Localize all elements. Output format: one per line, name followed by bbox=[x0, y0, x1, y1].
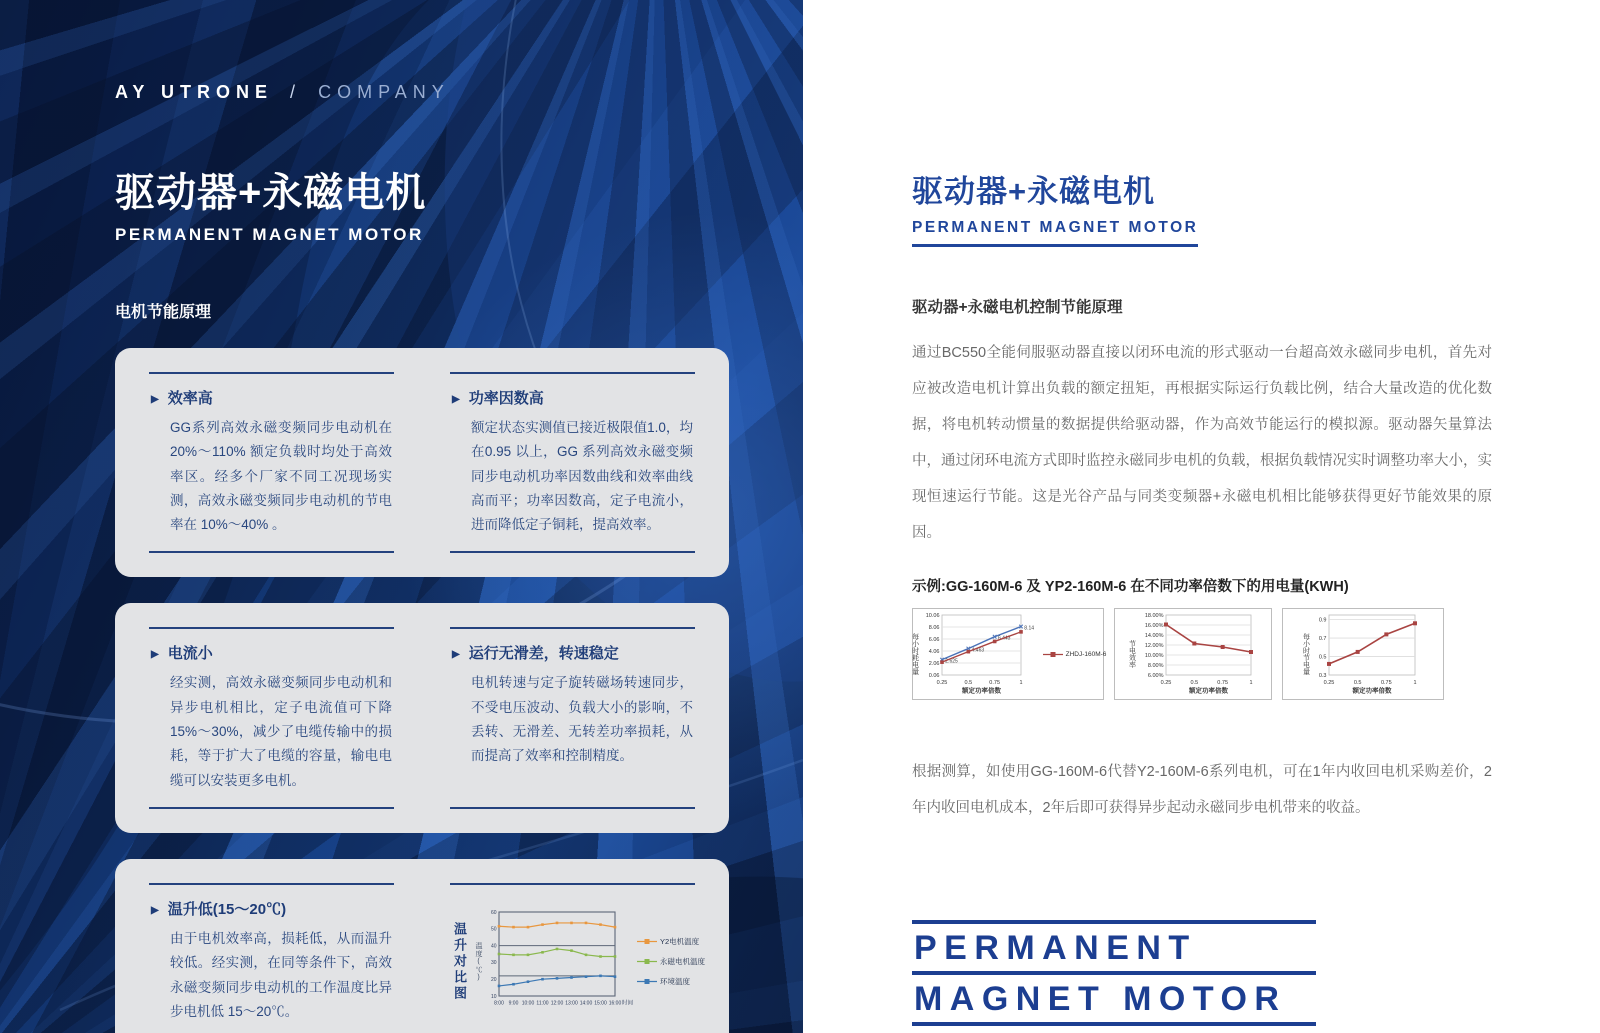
svg-text:0.06: 0.06 bbox=[928, 672, 940, 679]
svg-text:20: 20 bbox=[490, 977, 497, 984]
triangle-bullet-icon: ▶ bbox=[452, 394, 460, 405]
feature-card-2 bbox=[115, 603, 729, 832]
triangle-bullet-icon: ▶ bbox=[452, 649, 460, 661]
left-page-subtitle: PERMANENT MAGNET MOTOR bbox=[115, 225, 424, 244]
chart-box-saving-amount bbox=[1282, 608, 1444, 700]
svg-text:2.06: 2.06 bbox=[928, 660, 940, 667]
svg-text:0.75: 0.75 bbox=[1380, 679, 1392, 686]
feature-body: 额定状态实测值已接近极限值1.0，均在0.95 以上，GG 系列高效永磁变频同步电动机功率因数曲线和效率曲线高而平；功率因数高，定子电流小，进而降低定子铜耗，提高效率。 bbox=[471, 420, 693, 533]
svg-text:10.00%: 10.00% bbox=[1144, 652, 1163, 659]
temp-chart-legend bbox=[637, 936, 705, 987]
svg-text:50: 50 bbox=[490, 926, 497, 933]
svg-text:14:00: 14:00 bbox=[579, 1000, 593, 1007]
temp-compare-chart bbox=[484, 906, 634, 1017]
svg-text:10.06: 10.06 bbox=[925, 612, 940, 619]
svg-text:0.9: 0.9 bbox=[1318, 617, 1326, 624]
temp-chart-title: 温升对比图 bbox=[452, 921, 467, 1002]
legend-marker-icon bbox=[637, 977, 657, 986]
svg-text:0.5: 0.5 bbox=[1190, 679, 1198, 686]
feature-heading: 功率因数高 bbox=[468, 390, 544, 407]
feature-body: 经实测，高效永磁变频同步电动机和异步电机相比，定子电流值可下降 15%～30%，减少了电缆传输中的损耗，等于扩大了电缆的容量，输电电缆可以安装更多电机。 bbox=[170, 675, 392, 788]
feature-body: 电机转速与定子旋转磁场转速同步，不受电压波动、负载大小的影响，不丢转、无滑差、无转差功率损耗，从而提高了效率和控制精度。 bbox=[471, 675, 693, 764]
svg-text:时间: 时间 bbox=[621, 1000, 633, 1007]
triangle-bullet-icon: ▶ bbox=[151, 649, 159, 661]
svg-text:0.75: 0.75 bbox=[1216, 679, 1228, 686]
section-label: 电机节能原理 bbox=[115, 304, 212, 321]
svg-text:0.75: 0.75 bbox=[988, 679, 1000, 686]
permanent-magnet-motor-logo bbox=[912, 920, 1316, 1026]
svg-text:1: 1 bbox=[1248, 679, 1253, 686]
svg-text:0.25: 0.25 bbox=[1160, 679, 1171, 686]
consumption-chart-legend bbox=[1043, 650, 1107, 659]
power-consumption-chart bbox=[921, 610, 1039, 699]
divider-line bbox=[450, 551, 695, 553]
svg-text:0.7: 0.7 bbox=[1318, 635, 1326, 642]
svg-text:8.06: 8.06 bbox=[928, 624, 940, 631]
brand-header bbox=[115, 0, 729, 103]
svg-text:0.5: 0.5 bbox=[1353, 679, 1361, 686]
svg-text:11:00: 11:00 bbox=[536, 1000, 549, 1007]
svg-text:15:00: 15:00 bbox=[594, 1000, 607, 1007]
line-chart-svg bbox=[1138, 610, 1260, 694]
svg-text:40: 40 bbox=[490, 943, 497, 950]
svg-text:12:00: 12:00 bbox=[550, 1000, 564, 1007]
line-chart-svg bbox=[921, 610, 1039, 694]
right-page-content bbox=[912, 0, 1492, 1026]
example-charts-row bbox=[912, 608, 1492, 700]
right-page bbox=[803, 0, 1600, 1033]
legend-entry bbox=[637, 936, 705, 947]
svg-text:0.5: 0.5 bbox=[964, 679, 972, 686]
svg-text:9:00: 9:00 bbox=[508, 1000, 519, 1007]
divider-line bbox=[450, 807, 695, 809]
feature-low-current bbox=[149, 627, 394, 808]
svg-text:8.00%: 8.00% bbox=[1147, 662, 1163, 669]
feature-body: 由于电机效率高，损耗低，从而温升较低。经实测，在同等条件下，高效永磁变频同步电动机的工作温度比异步电机低 15～20℃。 bbox=[170, 930, 392, 1019]
logo-line-2: MAGNET MOTOR bbox=[914, 980, 1287, 1018]
legend-entry bbox=[1043, 650, 1107, 659]
legend-entry bbox=[637, 976, 705, 987]
legend-marker-icon bbox=[637, 957, 657, 966]
line-chart-svg bbox=[484, 906, 634, 1012]
svg-text:额定功率倍数: 额定功率倍数 bbox=[961, 687, 1001, 694]
feature-low-temp-rise bbox=[149, 883, 394, 1033]
principle-paragraph: 通过BC550全能伺服驱动器直接以闭环电流的形式驱动一台超高效永磁同步电机，首先对应被改造电机计算出负载的额定扭矩，再根据实际运行负载比例，结合大量改造的优化数据，将电机转动惯量的数据提供给驱动器，作为高效节能运行的模拟源。驱动器矢量算法中，通过闭环电流方式即时监控永磁同步电机的负载，根据负载情况实时调整功率大小，实现恒速运行节能。这是光谷产品与同类变频器+永磁电机相比能够获得更好节能效果的原因。 bbox=[912, 345, 1492, 541]
chart-box-saving-rate bbox=[1114, 608, 1272, 700]
svg-text:8.14: 8.14 bbox=[1023, 624, 1034, 631]
svg-text:4.463: 4.463 bbox=[971, 646, 984, 653]
svg-text:6.06: 6.06 bbox=[928, 636, 940, 643]
legend-label: 环境温度 bbox=[660, 977, 690, 987]
feature-power-factor bbox=[450, 372, 695, 553]
svg-text:6.443: 6.443 bbox=[997, 635, 1011, 642]
svg-text:4.06: 4.06 bbox=[928, 648, 940, 655]
feature-card-3 bbox=[115, 859, 729, 1033]
legend-marker-icon bbox=[637, 937, 657, 946]
brand-name: AY UTRONE bbox=[115, 82, 274, 102]
svg-text:8:00: 8:00 bbox=[494, 1000, 504, 1007]
saving-amount-chart bbox=[1312, 610, 1426, 699]
legend-marker-icon bbox=[1043, 650, 1063, 659]
svg-text:60: 60 bbox=[490, 909, 497, 916]
principle-heading: 驱动器+永磁电机控制节能原理 bbox=[912, 299, 1123, 316]
svg-text:1: 1 bbox=[1412, 679, 1417, 686]
logo-rule-bottom bbox=[912, 1022, 1316, 1026]
svg-text:额定功率倍数: 额定功率倍数 bbox=[1188, 687, 1228, 694]
consumption-y-axis-label: 每小时耗电量 bbox=[911, 633, 919, 675]
svg-text:1: 1 bbox=[1019, 679, 1023, 686]
left-page-title: 驱动器+永磁电机 bbox=[115, 171, 427, 215]
legend-entry bbox=[637, 956, 705, 967]
feature-heading: 温升低(15～20℃) bbox=[167, 900, 287, 918]
svg-text:0.25: 0.25 bbox=[936, 679, 947, 686]
svg-text:16.00%: 16.00% bbox=[1144, 622, 1163, 629]
svg-text:10: 10 bbox=[490, 993, 497, 1000]
triangle-bullet-icon: ▶ bbox=[151, 904, 159, 916]
divider-line bbox=[149, 807, 394, 809]
triangle-bullet-icon: ▶ bbox=[151, 394, 159, 405]
logo-line-1: PERMANENT bbox=[914, 929, 1197, 967]
payback-paragraph: 根据测算，如使用GG-160M-6代替Y2-160M-6系列电机，可在1年内收回电机采购差价，2年内收回电机成本，2年后即可获得异步起动永磁同步电机带来的收益。 bbox=[912, 764, 1492, 816]
feature-efficiency bbox=[149, 372, 394, 553]
brand-category: COMPANY bbox=[318, 82, 450, 102]
saving-rate-chart bbox=[1138, 610, 1260, 699]
svg-text:6.00%: 6.00% bbox=[1147, 672, 1163, 679]
saving-rate-y-axis-label: 节电效率 bbox=[1128, 640, 1136, 668]
divider-line bbox=[149, 551, 394, 553]
svg-text:2.625: 2.625 bbox=[944, 657, 958, 664]
svg-text:30: 30 bbox=[490, 960, 497, 967]
feature-heading: 运行无滑差，转速稳定 bbox=[468, 645, 619, 663]
feature-card-1 bbox=[115, 348, 729, 577]
legend-label: 永磁电机温度 bbox=[660, 957, 705, 967]
feature-heading: 效率高 bbox=[167, 390, 213, 407]
legend-label: ZHDJ-160M-6 bbox=[1065, 650, 1107, 658]
svg-text:16:00: 16:00 bbox=[608, 1000, 622, 1007]
svg-text:0.25: 0.25 bbox=[1323, 679, 1334, 686]
svg-text:额定功率倍数: 额定功率倍数 bbox=[1352, 687, 1391, 694]
saving-amount-y-axis-label: 每小时节电量 bbox=[1302, 633, 1310, 675]
example-heading: 示例:GG-160M-6 及 YP2-160M-6 在不同功率倍数下的用电量(KWH) bbox=[912, 579, 1349, 595]
line-chart-svg bbox=[1312, 610, 1426, 694]
svg-text:14.00%: 14.00% bbox=[1144, 632, 1163, 639]
feature-no-slip bbox=[450, 627, 695, 808]
brand-divider: / bbox=[290, 82, 302, 102]
left-page-content bbox=[115, 0, 729, 1033]
legend-label: Y2电机温度 bbox=[660, 937, 700, 947]
svg-text:13:00: 13:00 bbox=[565, 1000, 578, 1007]
temp-chart-column bbox=[450, 883, 705, 1033]
right-page-subtitle: PERMANENT MAGNET MOTOR bbox=[912, 219, 1198, 247]
right-page-title: 驱动器+永磁电机 bbox=[912, 174, 1156, 209]
chart-box-power-consumption bbox=[911, 608, 1107, 700]
svg-text:18.00%: 18.00% bbox=[1144, 612, 1163, 619]
svg-text:12.00%: 12.00% bbox=[1144, 642, 1163, 649]
temp-chart-y-axis-label: 温度(℃) bbox=[475, 941, 482, 982]
svg-text:0.3: 0.3 bbox=[1318, 672, 1326, 679]
svg-text:0.5: 0.5 bbox=[1318, 654, 1326, 661]
feature-body: GG系列高效永磁变频同步电动机在20%～110% 额定负载时均处于高效率区。经多个厂家不同工况现场实测，高效永磁变频同步电动机的节电率在 10%～40% 。 bbox=[170, 420, 392, 533]
feature-heading: 电流小 bbox=[167, 645, 213, 663]
svg-text:10:00: 10:00 bbox=[521, 1000, 535, 1007]
